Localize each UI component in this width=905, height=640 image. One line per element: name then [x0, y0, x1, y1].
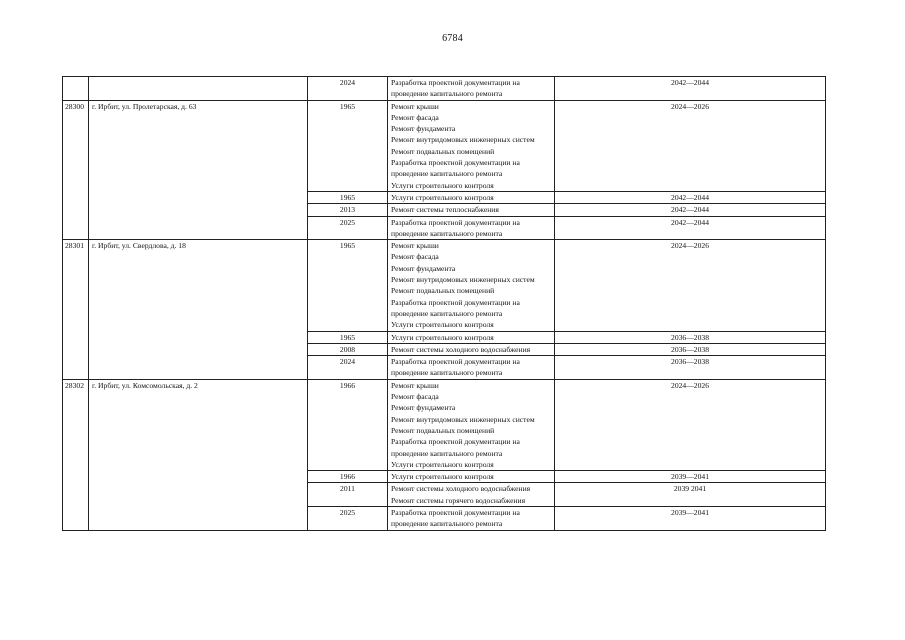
work-item: Ремонт системы теплоснабжения [391, 205, 499, 215]
object-id-cell: 28300 [63, 100, 89, 240]
period-cell: 2042—2044 [555, 191, 826, 203]
works-cell [388, 343, 555, 355]
work-item: проведение капитального ремонта [391, 448, 503, 458]
work-item: Ремонт крыши [391, 380, 439, 390]
year-cell: 2025 [308, 216, 388, 240]
address-cell: г. Ирбит, ул. Пролетарская, д. 63 [89, 100, 308, 240]
capital-repair-table [62, 76, 826, 531]
address-cell: г. Ирбит, ул. Комсомольская, д. 2 [89, 379, 308, 530]
work-item: Разработка проектной документации на [391, 297, 520, 307]
work-item: Услуги строительного контроля [391, 320, 494, 330]
work-item: Услуги строительного контроля [391, 192, 494, 202]
period-cell: 2039—2041 [555, 471, 826, 483]
address-cell: г. Ирбит, ул. Свердлова, д. 18 [89, 240, 308, 380]
works-cell [388, 216, 555, 240]
work-item: Ремонт внутридомовых инженерных систем [391, 275, 535, 285]
year-cell: 2013 [308, 204, 388, 216]
work-item: Ремонт внутридомовых инженерных систем [391, 414, 535, 424]
year-cell: 2024 [308, 77, 388, 101]
work-item: проведение капитального ремонта [391, 169, 503, 179]
year-cell: 2011 [308, 483, 388, 507]
year-cell: 1965 [308, 100, 388, 191]
work-item: Услуги строительного контроля [391, 472, 494, 482]
work-item: проведение капитального ремонта [391, 368, 503, 378]
work-item: Ремонт подвальных помещений [391, 286, 495, 296]
work-item: Разработка проектной документации на [391, 78, 520, 87]
work-item: Ремонт системы холодного водоснабжения [391, 344, 531, 354]
page-number: 6784 [442, 33, 463, 44]
work-item: проведение капитального ремонта [391, 308, 503, 318]
period-cell: 2036—2038 [555, 331, 826, 343]
period-cell: 2042—2044 [555, 77, 826, 101]
table-row [63, 77, 826, 101]
work-item: Ремонт подвальных помещений [391, 425, 495, 435]
work-item: Услуги строительного контроля [391, 332, 494, 342]
work-item: Ремонт системы холодного водоснабжения [391, 484, 531, 494]
work-item: Ремонт фасада [391, 392, 439, 402]
work-item: Ремонт подвальных помещений [391, 146, 495, 156]
period-cell: 2036—2038 [555, 343, 826, 355]
works-cell [388, 379, 555, 470]
work-item: Ремонт фасада [391, 252, 439, 262]
work-item: Ремонт фундамента [391, 403, 456, 413]
year-cell: 2008 [308, 343, 388, 355]
year-cell: 1965 [308, 331, 388, 343]
period-cell: 2039 2041 [555, 483, 826, 507]
works-cell [388, 100, 555, 191]
period-cell: 2042—2044 [555, 204, 826, 216]
table-row [63, 100, 826, 191]
work-item: Разработка проектной документации на [391, 217, 520, 227]
year-cell: 1966 [308, 379, 388, 470]
work-item: Услуги строительного контроля [391, 459, 494, 469]
works-cell [388, 191, 555, 203]
work-item: Ремонт крыши [391, 241, 439, 251]
works-cell [388, 506, 555, 530]
table-row [63, 379, 826, 470]
work-item: Ремонт крыши [391, 101, 439, 111]
period-cell: 2042—2044 [555, 216, 826, 240]
work-item: проведение капитального ремонта [391, 89, 503, 99]
table-body [63, 77, 826, 531]
period-cell: 2036—2038 [555, 356, 826, 380]
work-item: Разработка проектной документации на [391, 507, 520, 517]
work-item: Ремонт системы горячего водоснабжения [391, 495, 526, 505]
object-id-cell: 28301 [63, 240, 89, 380]
work-item: Ремонт внутридомовых инженерных систем [391, 135, 535, 145]
work-item: Услуги строительного контроля [391, 180, 494, 190]
year-cell: 2025 [308, 506, 388, 530]
works-cell [388, 483, 555, 507]
work-item: проведение капитального ремонта [391, 519, 503, 529]
work-item: проведение капитального ремонта [391, 228, 503, 238]
table-row [63, 240, 826, 331]
work-item: Разработка проектной документации на [391, 437, 520, 447]
year-cell: 1966 [308, 471, 388, 483]
period-cell: 2039—2041 [555, 506, 826, 530]
works-cell [388, 204, 555, 216]
period-cell: 2024—2026 [555, 100, 826, 191]
work-item: Ремонт фасада [391, 112, 439, 122]
object-id-cell: 28302 [63, 379, 89, 530]
period-cell: 2024—2026 [555, 379, 826, 470]
period-cell: 2024—2026 [555, 240, 826, 331]
works-cell [388, 356, 555, 380]
works-cell [388, 331, 555, 343]
work-item: Разработка проектной документации на [391, 357, 520, 367]
year-cell: 1965 [308, 240, 388, 331]
work-item: Ремонт фундамента [391, 124, 456, 134]
work-item: Ремонт фундамента [391, 263, 456, 273]
work-item: Разработка проектной документации на [391, 158, 520, 168]
object-id-cell [63, 77, 89, 101]
works-cell [388, 240, 555, 331]
address-cell [89, 77, 308, 101]
works-cell [388, 77, 555, 101]
year-cell: 1965 [308, 191, 388, 203]
year-cell: 2024 [308, 356, 388, 380]
works-cell [388, 471, 555, 483]
